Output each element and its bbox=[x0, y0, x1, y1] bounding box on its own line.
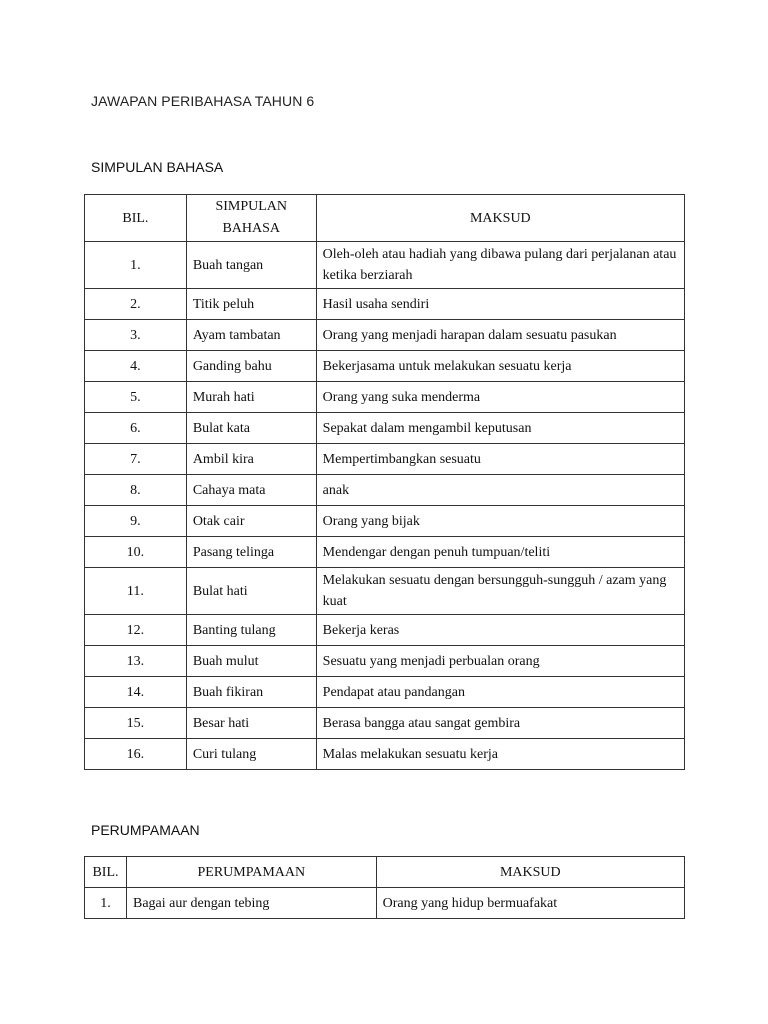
row-meaning: Berasa bangga atau sangat gembira bbox=[316, 708, 684, 739]
row-term: Otak cair bbox=[186, 506, 316, 537]
table-row bbox=[85, 506, 685, 537]
row-term: Bulat hati bbox=[186, 568, 316, 615]
row-term: Curi tulang bbox=[186, 739, 316, 770]
document-title: JAWAPAN PERIBAHASA TAHUN 6 bbox=[91, 93, 315, 109]
row-term: Ambil kira bbox=[186, 444, 316, 475]
table-row bbox=[85, 615, 685, 646]
row-number: 6. bbox=[85, 413, 187, 444]
simpulan-bahasa-table bbox=[84, 194, 685, 770]
row-term: Ayam tambatan bbox=[186, 320, 316, 351]
row-number: 12. bbox=[85, 615, 187, 646]
row-number: 8. bbox=[85, 475, 187, 506]
row-meaning: Orang yang hidup bermuafakat bbox=[376, 888, 684, 919]
row-meaning: Bekerja keras bbox=[316, 615, 684, 646]
row-term: Buah tangan bbox=[186, 242, 316, 289]
row-meaning: Orang yang bijak bbox=[316, 506, 684, 537]
row-term: Buah mulut bbox=[186, 646, 316, 677]
table-row bbox=[85, 382, 685, 413]
table-row bbox=[85, 320, 685, 351]
row-number: 1. bbox=[85, 888, 127, 919]
row-meaning: Orang yang menjadi harapan dalam sesuatu pasukan bbox=[316, 320, 684, 351]
row-meaning: Orang yang suka menderma bbox=[316, 382, 684, 413]
table-header-row bbox=[85, 857, 685, 888]
column-header-maksud: MAKSUD bbox=[376, 857, 684, 888]
row-term: Buah fikiran bbox=[186, 677, 316, 708]
row-number: 3. bbox=[85, 320, 187, 351]
row-number: 14. bbox=[85, 677, 187, 708]
row-meaning: Melakukan sesuatu dengan bersungguh-sungguh / azam yang kuat bbox=[316, 568, 684, 615]
row-term: Besar hati bbox=[186, 708, 316, 739]
perumpamaan-table bbox=[84, 856, 685, 919]
table-row bbox=[85, 739, 685, 770]
table-row bbox=[85, 351, 685, 382]
row-number: 10. bbox=[85, 537, 187, 568]
column-header-perumpamaan: PERUMPAMAAN bbox=[126, 857, 376, 888]
section-heading-perumpamaan: PERUMPAMAAN bbox=[91, 822, 200, 838]
row-meaning: Pendapat atau pandangan bbox=[316, 677, 684, 708]
row-number: 2. bbox=[85, 289, 187, 320]
column-header-maksud: MAKSUD bbox=[316, 195, 684, 242]
column-header-line-1: SIMPULAN bbox=[215, 199, 288, 214]
table-row bbox=[85, 646, 685, 677]
row-term: Ganding bahu bbox=[186, 351, 316, 382]
row-meaning: Sepakat dalam mengambil keputusan bbox=[316, 413, 684, 444]
table-header-row bbox=[85, 195, 685, 242]
row-number: 4. bbox=[85, 351, 187, 382]
row-term: Cahaya mata bbox=[186, 475, 316, 506]
row-meaning: Bekerjasama untuk melakukan sesuatu kerja bbox=[316, 351, 684, 382]
row-number: 1. bbox=[85, 242, 187, 289]
row-meaning: Malas melakukan sesuatu kerja bbox=[316, 739, 684, 770]
table-row bbox=[85, 677, 685, 708]
row-meaning: anak bbox=[316, 475, 684, 506]
row-term: Titik peluh bbox=[186, 289, 316, 320]
row-number: 9. bbox=[85, 506, 187, 537]
table-row bbox=[85, 568, 685, 615]
column-header-bil: BIL. bbox=[85, 857, 127, 888]
column-header-bil: BIL. bbox=[85, 195, 187, 242]
table-row bbox=[85, 475, 685, 506]
row-number: 13. bbox=[85, 646, 187, 677]
row-number: 7. bbox=[85, 444, 187, 475]
table-row bbox=[85, 537, 685, 568]
table-row bbox=[85, 289, 685, 320]
row-term: Murah hati bbox=[186, 382, 316, 413]
table-row bbox=[85, 413, 685, 444]
row-meaning: Mempertimbangkan sesuatu bbox=[316, 444, 684, 475]
row-term: Pasang telinga bbox=[186, 537, 316, 568]
row-number: 11. bbox=[85, 568, 187, 615]
row-term: Banting tulang bbox=[186, 615, 316, 646]
table-row bbox=[85, 242, 685, 289]
table-row bbox=[85, 888, 685, 919]
row-meaning: Mendengar dengan penuh tumpuan/teliti bbox=[316, 537, 684, 568]
section-heading-simpulan-bahasa: SIMPULAN BAHASA bbox=[91, 159, 224, 175]
row-meaning: Hasil usaha sendiri bbox=[316, 289, 684, 320]
column-header-simpulan-bahasa bbox=[186, 195, 316, 242]
table-row bbox=[85, 708, 685, 739]
row-number: 15. bbox=[85, 708, 187, 739]
row-number: 16. bbox=[85, 739, 187, 770]
row-term: Bagai aur dengan tebing bbox=[126, 888, 376, 919]
row-term: Bulat kata bbox=[186, 413, 316, 444]
row-number: 5. bbox=[85, 382, 187, 413]
column-header-line-2: BAHASA bbox=[222, 221, 281, 236]
row-meaning: Oleh-oleh atau hadiah yang dibawa pulang dari perjalanan atau ketika berziarah bbox=[316, 242, 684, 289]
row-meaning: Sesuatu yang menjadi perbualan orang bbox=[316, 646, 684, 677]
table-row bbox=[85, 444, 685, 475]
